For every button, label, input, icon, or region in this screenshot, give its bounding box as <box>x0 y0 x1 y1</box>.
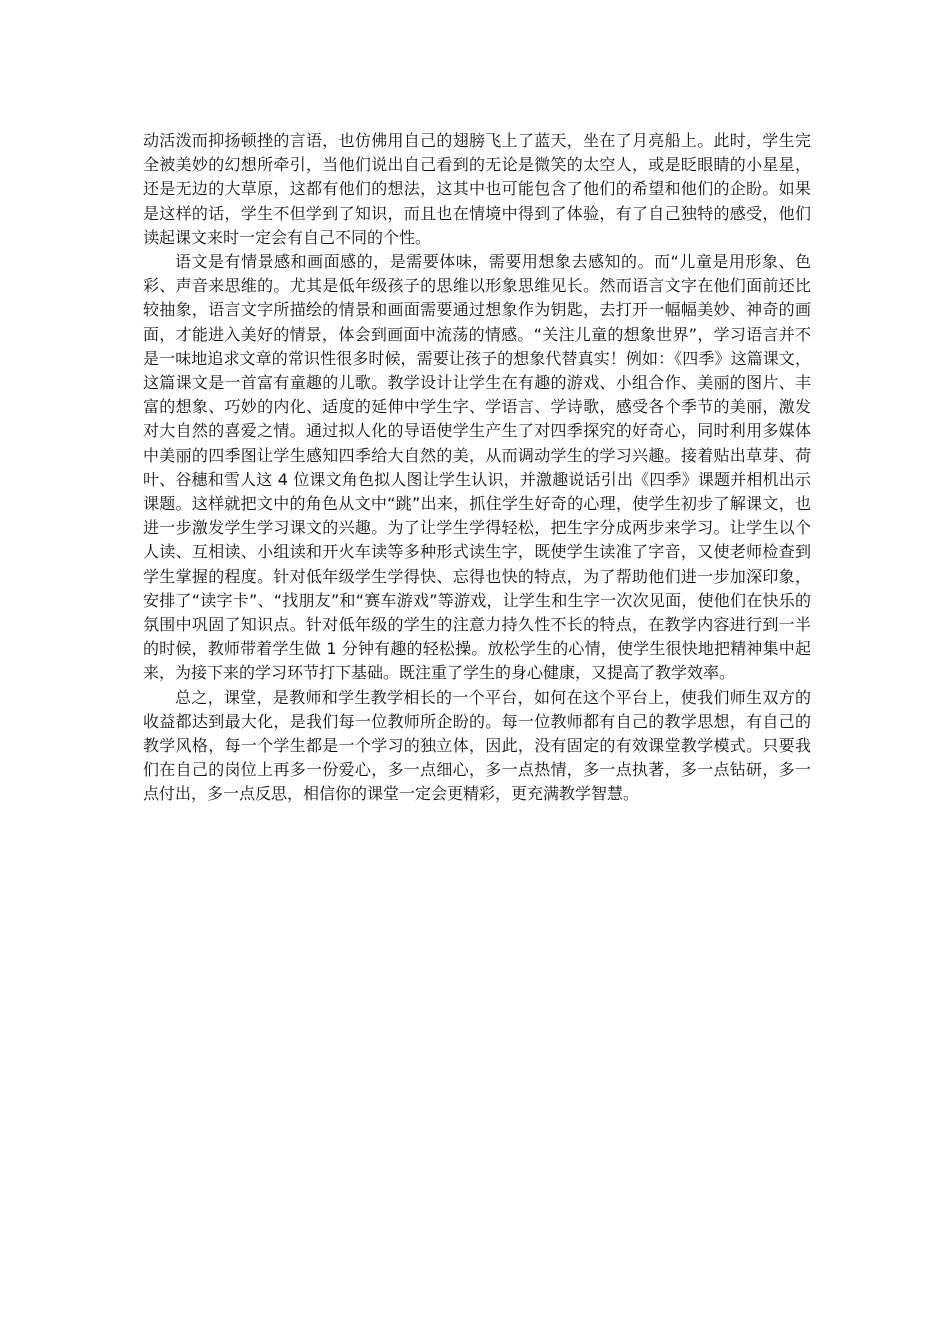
document-body <box>143 129 811 807</box>
paragraph-continued: 动活泼而抑扬顿挫的言语，也仿佛用自己的翅膀飞上了蓝天，坐在了月亮船上。此时，学生完全被美妙的幻想所牵引，当他们说出自己看到的无论是微笑的太空人，或是眨眼睛的小星星，还是无边的大草原，这都有他们的想法，这其中也可能包含了他们的希望和他们的企盼。如果是这样的话，学生不但学到了知识，而且也在情境中得到了体验，有了自己独特的感受，他们读起课文来时一定会有自己不同的个性。 <box>143 131 811 247</box>
paragraph-imagination: 语文是有情景感和画面感的，是需要体味，需要用想象去感知的。而“儿童是用形象、色彩、声音来思维的。尤其是低年级孩子的思维以形象思维见长。然而语言文字在他们面前还比较抽象，语言文字所描绘的情景和画面需要通过想象作为钥匙，去打开一幅幅美妙、神奇的画面，才能进入美好的情景，体会到画面中流荡的情感。“关注儿童的想象世界”，学习语言并不是一味地追求文章的常识性很多时候，需要让孩子的想象代替真实！例如：《四季》这篇课文，这篇课文是一首富有童趣的儿歌。教学设计让学生在有趣的游戏、小组合作、美丽的图片、丰富的想象、巧妙的内化、适度的延伸中学生字、学语言、学诗歌，感受各个季节的美丽，激发对大自然的喜爱之情。通过拟人化的导语使学生产生了对四季探究的好奇心，同时利用多媒体中美丽的四季图让学生感知四季给大自然的美，从而调动学生的学习兴趣。接着贴出草芽、荷叶、谷穗和雪人这 4 位课文角色拟人图让学生认识，并激趣说话引出《四季》课题并相机出示课题。这样就把文中的角色从文中“跳”出来，抓住学生好奇的心理，使学生初步了解课文，也进一步激发学生学习课文的兴趣。为了让学生学得轻松，把生字分成两步来学习。让学生以个人读、互相读、小组读和开火车读等多种形式读生字，既使学生读准了字音，又使老师检查到学生掌握的程度。针对低年级学生学得快、忘得也快的特点，为了帮助他们进一步加深印象，安排了“读字卡”、“找朋友”和“赛车游戏”等游戏，让学生和生字一次次见面，使他们在快乐的氛围中巩固了知识点。针对低年级的学生的注意力持久性不长的特点，在教学内容进行到一半的时候，教师带着学生做 1 分钟有趣的轻松操。放松学生的心情，使学生很快地把精神集中起来，为接下来的学习环节打下基础。既注重了学生的身心健康，又提高了教学效率。 <box>143 252 811 683</box>
paragraph-conclusion: 总之，课堂，是教师和学生教学相长的一个平台，如何在这个平台上，使我们师生双方的收益都达到最大化，是我们每一位教师所企盼的。每一位教师都有自己的教学思想，有自己的教学风格，每一个学生都是一个学习的独立体，因此，没有固定的有效课堂教学模式。只要我们在自己的岗位上再多一份爱心，多一点细心，多一点热情，多一点执著，多一点钻研，多一点付出，多一点反思，相信你的课堂一定会更精彩，更充满教学智慧。 <box>143 687 811 804</box>
